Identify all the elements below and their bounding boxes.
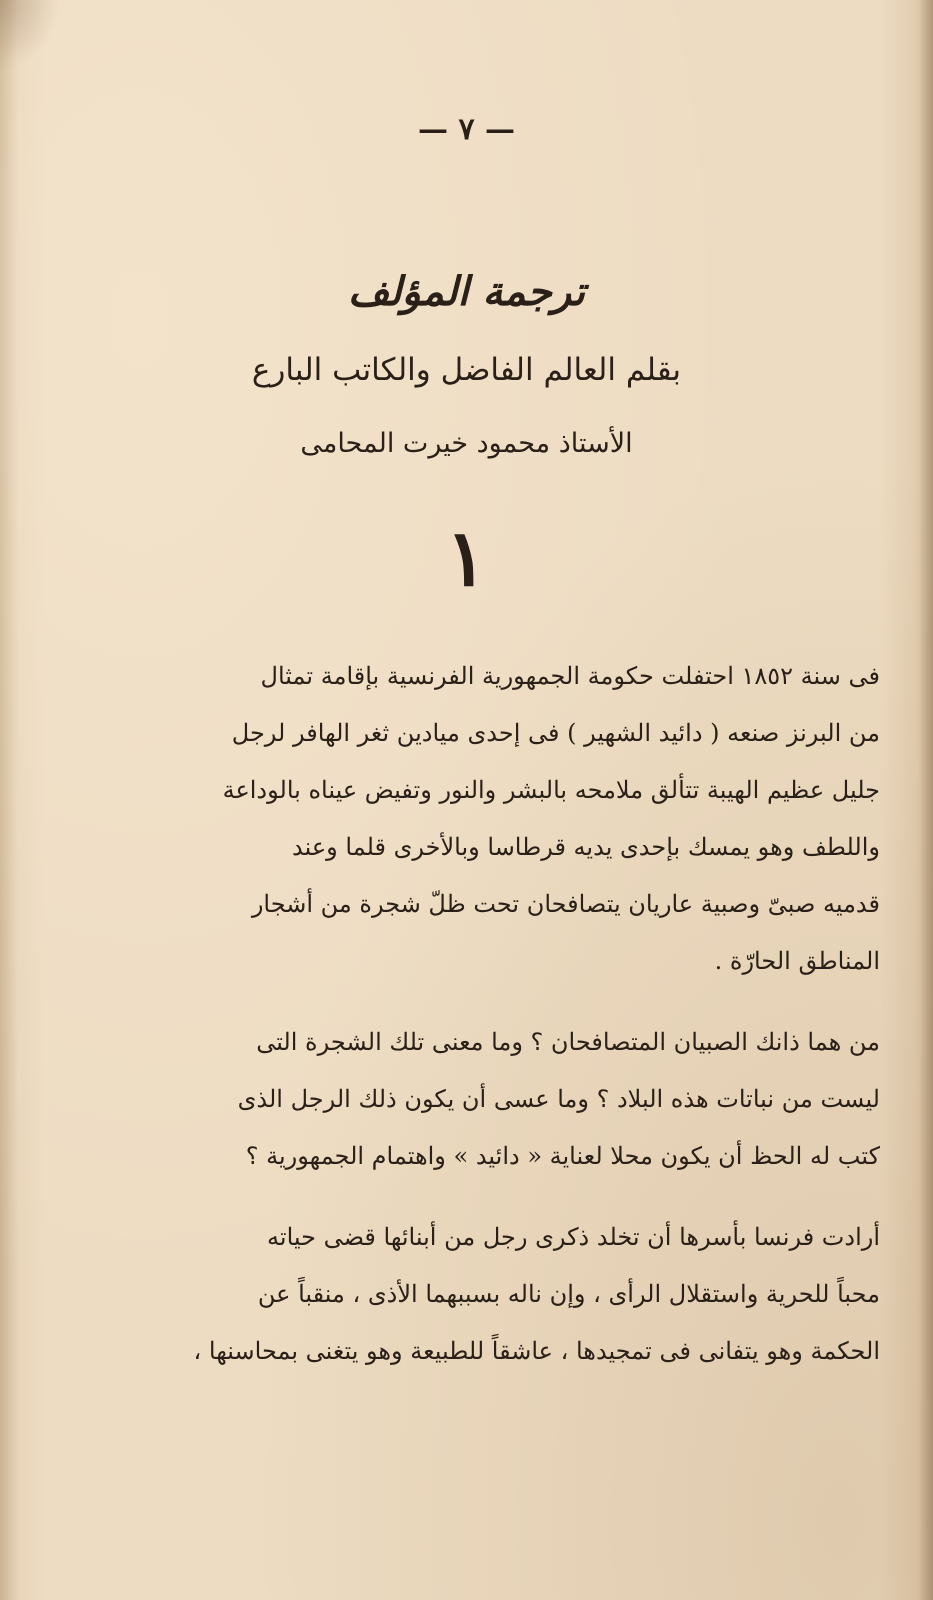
text-line: قدميه صبىّ وصبية عاريان يتصافحان تحت ظلّ شجرة من أشجار (251, 890, 880, 918)
chapter-subtitle: بقلم العالم الفاضل والكاتب البارع (251, 352, 682, 388)
paragraph-gap (150, 990, 880, 1014)
page-number: — ٧ — (417, 112, 516, 147)
text-line: الحكمة وهو يتفانى فى تمجيدها ، عاشقاً للطبيعة وهو يتغنى بمحاسنها ، (193, 1337, 880, 1365)
chapter-title: ترجمة المؤلف (347, 268, 586, 315)
text-line: جليل عظيم الهيبة تتألق ملامحه بالبشر والنور وتفيض عيناه بالوداعة (222, 776, 880, 804)
text-line: فى سنة ١٨٥٢ احتفلت حكومة الجمهورية الفرنسية بإقامة تمثال (260, 662, 880, 690)
paragraph-gap (150, 1185, 880, 1209)
text-line: واللطف وهو يمسك بإحدى يديه قرطاسا وبالأخرى قلما وعند (292, 833, 880, 861)
text-line: المناطق الحارّة . (714, 947, 880, 975)
page-edge-shadow (919, 0, 933, 1600)
text-line: من البرنز صنعه ( دائيد الشهير ) فى إحدى ميادين ثغر الهافر لرجل (231, 719, 880, 747)
text-line: ليست من نباتات هذه البلاد ؟ وما عسى أن يكون ذلك الرجل الذى (237, 1085, 880, 1113)
body-text (150, 648, 880, 1380)
section-number: ١ (445, 513, 488, 604)
text-line: كتب له الحظ أن يكون محلا لعناية « دائيد » واهتمام الجمهورية ؟ (245, 1142, 880, 1170)
text-line: محباً للحرية واستقلال الرأى ، وإن ناله بسببهما الأذى ، منقباً عن (257, 1280, 880, 1308)
text-line: أرادت فرنسا بأسرها أن تخلد ذكرى رجل من أبنائها قضى حياته (267, 1223, 880, 1251)
text-line: من هما ذانك الصبيان المتصافحان ؟ وما معنى تلك الشجرة التى (256, 1028, 880, 1056)
author-name: الأستاذ محمود خيرت المحامى (300, 428, 633, 459)
page-corner-stain (0, 0, 60, 70)
